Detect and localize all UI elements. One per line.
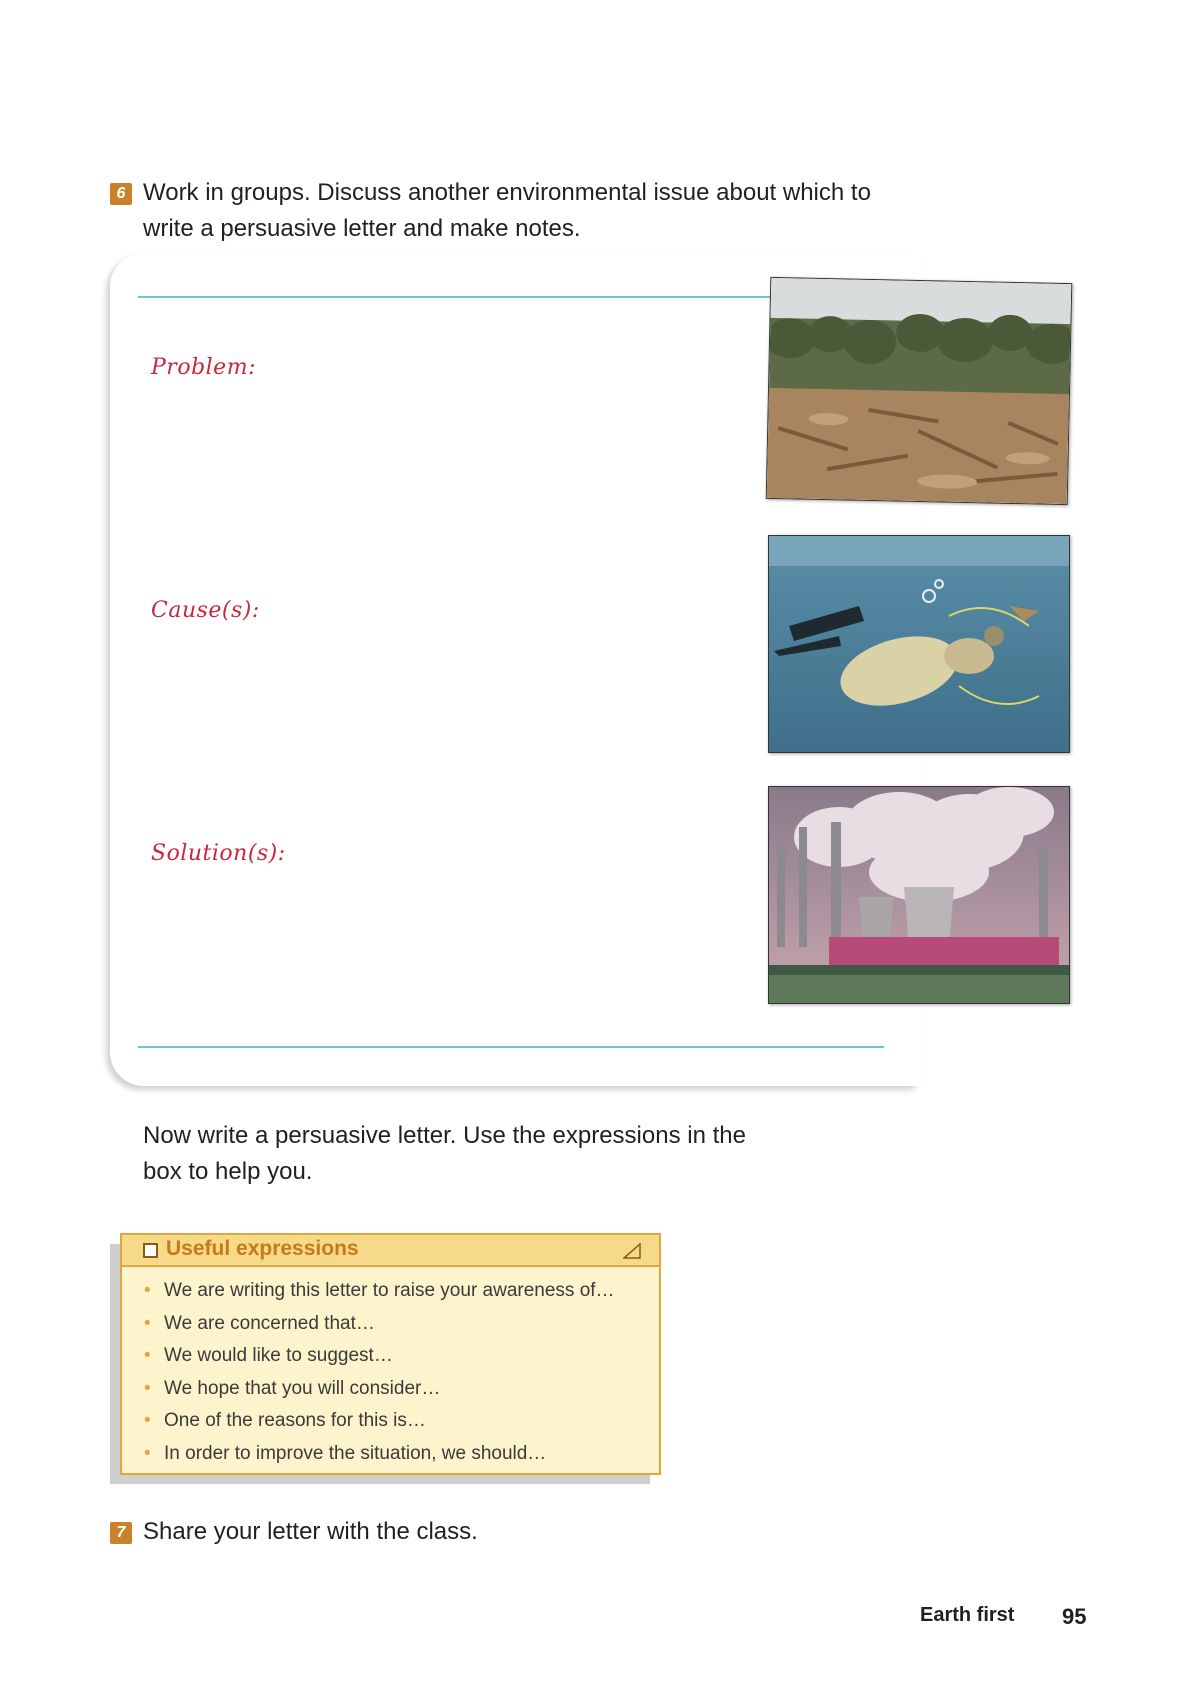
- power-plant-photo: [768, 786, 1070, 1004]
- unit-title: Earth first: [920, 1604, 1015, 1626]
- notes-bottom-rule: [138, 1046, 884, 1048]
- corner-triangle-icon: [623, 1243, 641, 1259]
- list-item: • We are concerned that…: [142, 1308, 659, 1341]
- letter-instruction-line1: Now write a persuasive letter. Use the expressions in the: [143, 1122, 746, 1149]
- expressions-list: [122, 1267, 659, 1470]
- useful-expressions-box: [120, 1233, 661, 1475]
- solutions-label: Solution(s):: [151, 841, 286, 866]
- problem-label: Problem:: [151, 355, 256, 380]
- list-item: • We are writing this letter to raise your awareness of…: [142, 1275, 659, 1308]
- checkbox-icon: [143, 1243, 158, 1258]
- task6-instruction-line1: Work in groups. Discuss another environmental issue about which to: [143, 179, 871, 206]
- notes-top-rule: [138, 296, 778, 298]
- page-number: 95: [1062, 1604, 1087, 1629]
- task7-instruction: Share your letter with the class.: [143, 1518, 478, 1545]
- list-item: • We hope that you will consider…: [142, 1373, 659, 1406]
- deforestation-photo: [766, 277, 1073, 505]
- task-number-badge: 7: [110, 1522, 132, 1544]
- task6-instruction-line2: write a persuasive letter and make notes.: [143, 215, 581, 242]
- letter-instruction-line2: box to help you.: [143, 1158, 313, 1185]
- useful-expressions-header: [122, 1235, 659, 1267]
- causes-label: Cause(s):: [151, 598, 260, 623]
- list-item: • One of the reasons for this is…: [142, 1405, 659, 1438]
- sea-turtle-photo: [768, 535, 1070, 753]
- list-item: • In order to improve the situation, we should…: [142, 1438, 659, 1471]
- useful-expressions-title: Useful expressions: [166, 1237, 359, 1260]
- task-number-badge: 6: [110, 183, 132, 205]
- list-item: • We would like to suggest…: [142, 1340, 659, 1373]
